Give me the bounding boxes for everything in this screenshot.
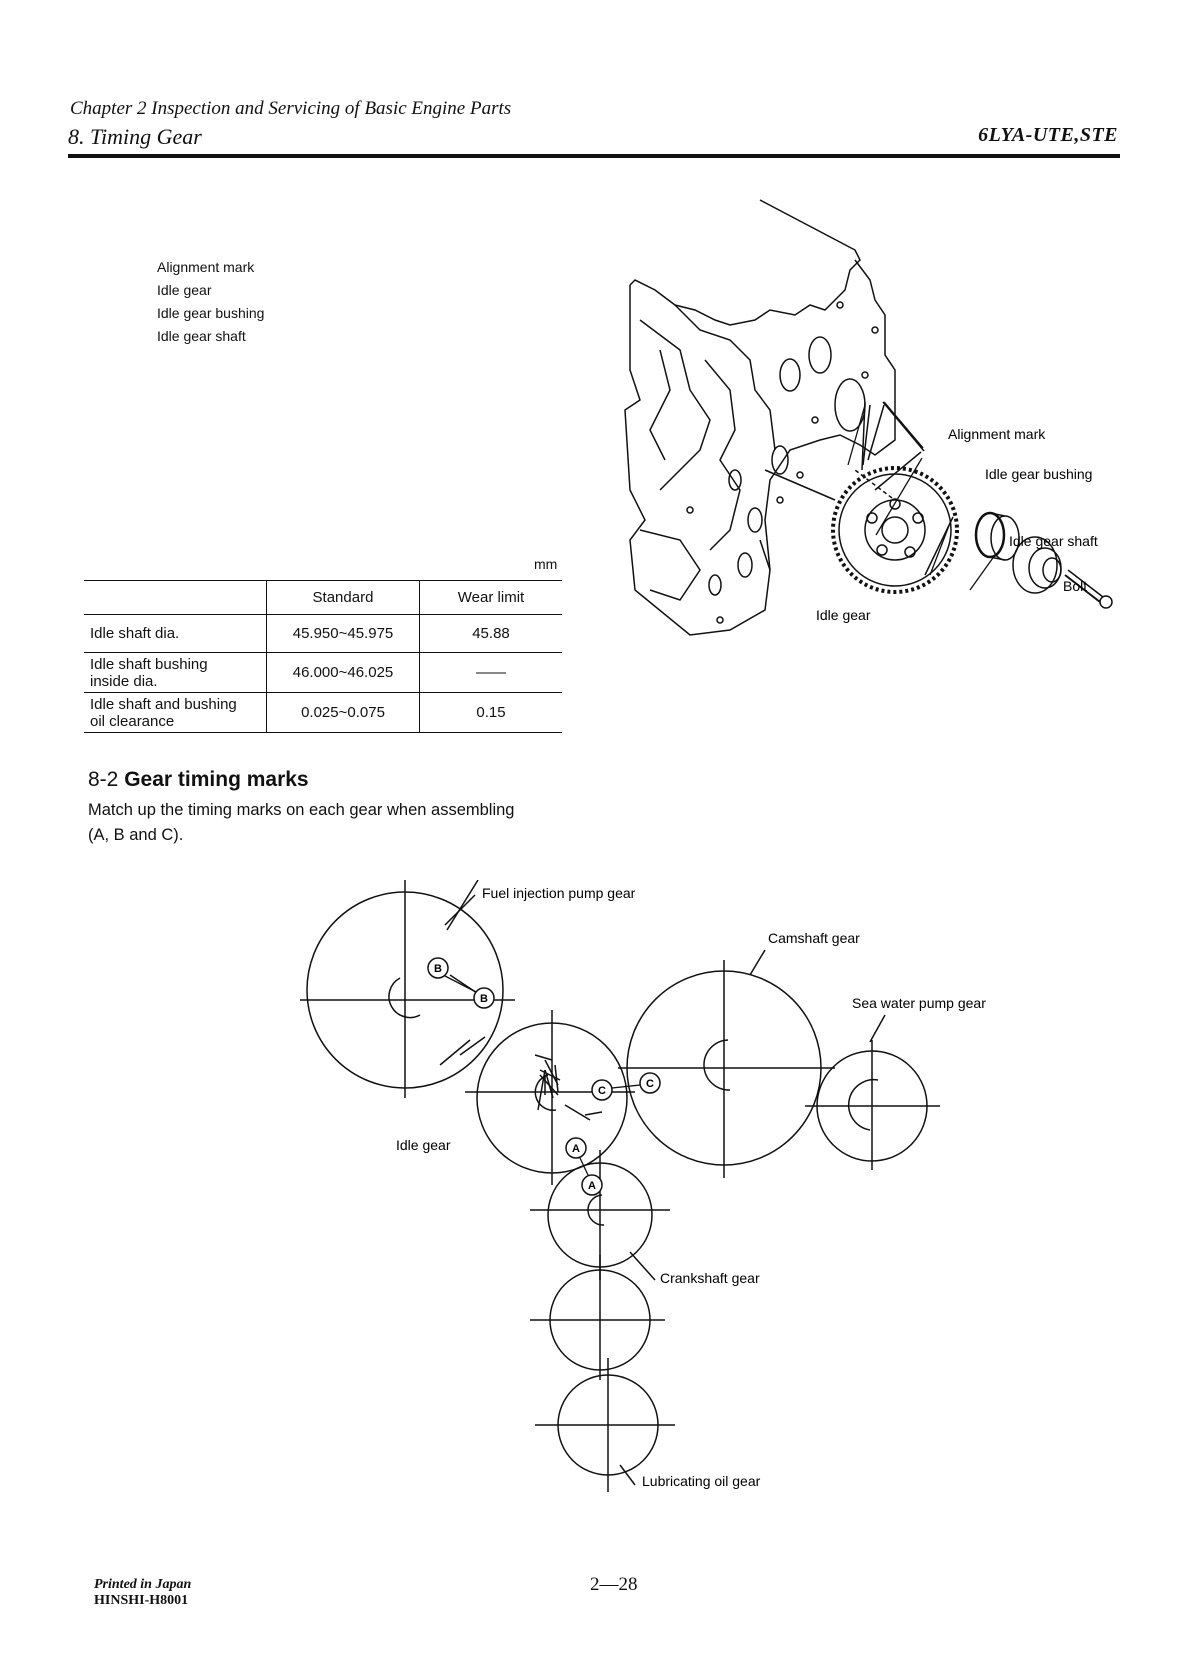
idle-gear-bushing	[976, 513, 1004, 557]
heading-text: Gear timing marks	[124, 768, 309, 791]
parts-legend	[157, 256, 264, 348]
mark-c-idle-label: C	[598, 1085, 606, 1097]
heading-number: 8-2	[88, 768, 119, 791]
label-fuel-pump-gear: Fuel injection pump gear	[482, 885, 636, 901]
row-item-line2: inside dia.	[90, 672, 158, 690]
para-line: Match up the timing marks on each gear when assembling	[88, 801, 515, 819]
row-item-line1: Idle shaft and bushing	[90, 695, 237, 713]
row-item-line2: oil clearance	[90, 712, 175, 730]
engine-block-outline	[630, 200, 860, 325]
doc-code: HINSHI-H8001	[94, 1593, 189, 1608]
header-standard: Standard	[267, 581, 420, 615]
idle-gear-exploded-diagram	[620, 190, 1130, 670]
header-rule	[68, 154, 1120, 158]
leader-camshaft	[750, 950, 765, 975]
header-blank	[84, 581, 267, 615]
row-limit: ——	[420, 653, 563, 693]
row-standard: 0.025~0.075	[267, 693, 420, 733]
leader-sea-water	[870, 1015, 885, 1042]
footer-print-info	[94, 1577, 191, 1609]
row-standard: 46.000~46.025	[267, 653, 420, 693]
mark-b-idle-label: B	[480, 993, 488, 1005]
row-item	[84, 653, 267, 693]
mark-c-cam-label: C	[646, 1078, 654, 1090]
label-alignment-mark: Alignment mark	[948, 426, 1046, 442]
header-wear-limit: Wear limit	[420, 581, 563, 615]
label-camshaft-gear: Camshaft gear	[768, 930, 860, 946]
table-row	[84, 615, 562, 653]
table-unit: mm	[534, 556, 558, 572]
timing-heading	[88, 768, 309, 792]
row-limit: 45.88	[420, 615, 563, 653]
label-idle-gear-bushing: Idle gear bushing	[985, 466, 1093, 482]
label-lubricating-oil-gear: Lubricating oil gear	[642, 1473, 761, 1489]
label-idle-gear: Idle gear	[816, 607, 871, 623]
legend-item: Idle gear bushing	[157, 305, 265, 321]
row-item: Idle shaft dia.	[90, 625, 180, 642]
para-line: (A, B and C).	[88, 826, 184, 844]
gear-timing-diagram	[290, 880, 1050, 1500]
mark-b-fuel-label: B	[434, 963, 442, 975]
mark-a-idle-label: A	[572, 1143, 580, 1155]
legend-item: Idle gear	[157, 282, 212, 298]
legend-item: Alignment mark	[157, 259, 255, 275]
table-header-row	[84, 581, 562, 615]
leader-fuel-pump	[447, 880, 478, 930]
label-idle-gear-shaft: Idle gear shaft	[1009, 533, 1098, 549]
label-bolt: Bolt	[1063, 578, 1088, 594]
label-sea-water-pump-gear: Sea water pump gear	[852, 995, 986, 1011]
row-item-line1: Idle shaft bushing	[90, 655, 208, 673]
gear-case-plate	[765, 260, 895, 570]
engine-model: 6LYA-UTE,STE	[978, 124, 1118, 146]
table-row	[84, 693, 562, 733]
page-number: 2—28	[590, 1574, 638, 1595]
row-item	[84, 693, 267, 733]
label-idle-gear: Idle gear	[396, 1137, 451, 1153]
case-hole	[780, 359, 800, 391]
timing-paragraph	[88, 798, 588, 848]
idle-gear	[839, 474, 951, 586]
legend-item: Idle gear shaft	[157, 328, 246, 344]
spec-table	[84, 580, 562, 733]
table-row	[84, 653, 562, 693]
label-crankshaft-gear: Crankshaft gear	[660, 1270, 760, 1286]
chapter-title: Chapter 2 Inspection and Servicing of Basic Engine Parts	[70, 98, 512, 119]
leader-crankshaft	[630, 1252, 655, 1280]
section-title: 8. Timing Gear	[68, 124, 202, 149]
idle-gear-teeth	[833, 468, 957, 592]
row-limit: 0.15	[420, 693, 563, 733]
row-standard: 45.950~45.975	[267, 615, 420, 653]
printed-in: Printed in Japan	[94, 1577, 192, 1592]
mark-a-crank-label: A	[588, 1180, 596, 1192]
leader-bolt	[970, 555, 995, 590]
